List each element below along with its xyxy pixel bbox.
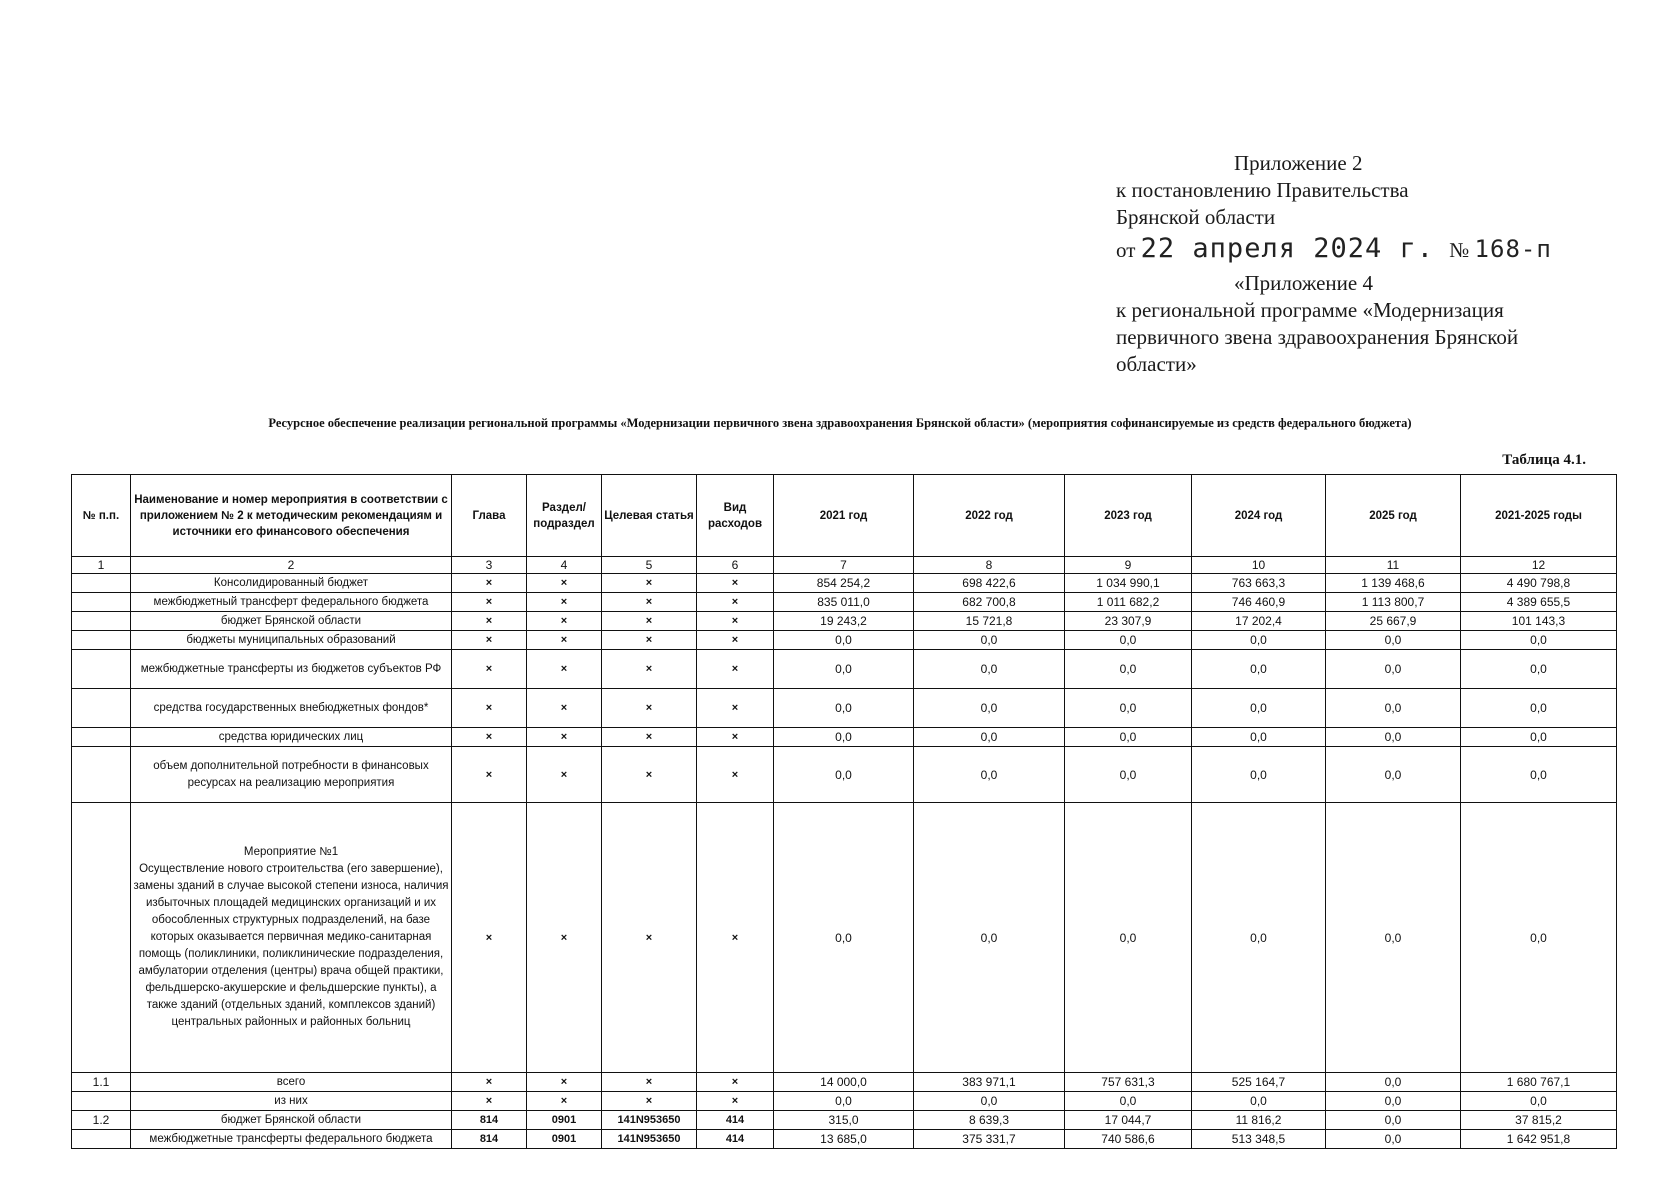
row-number-cell [72,747,131,803]
code-cell: 414 [697,1111,774,1130]
row-name-cell: Консолидированный бюджет [131,574,452,593]
amount-cell: 698 422,6 [914,574,1065,593]
column-number: 4 [527,557,602,574]
amount-cell: 0,0 [1065,747,1192,803]
column-number: 9 [1065,557,1192,574]
code-cell: × [527,631,602,650]
table-row [72,1073,1617,1092]
code-cell: × [527,803,602,1073]
code-cell: × [602,689,697,728]
amount-cell: 0,0 [774,747,914,803]
code-cell: × [602,574,697,593]
header-cell: 2022 год [914,475,1065,557]
amount-cell: 1 011 682,2 [1065,593,1192,612]
header-cell: 2023 год [1065,475,1192,557]
amount-cell: 0,0 [1065,803,1192,1073]
column-number: 12 [1461,557,1617,574]
row-number-cell [72,650,131,689]
amount-cell: 4 490 798,8 [1461,574,1617,593]
amount-cell: 0,0 [1326,728,1461,747]
amount-cell: 0,0 [1192,650,1326,689]
table-label: Таблица 4.1. [1502,452,1586,468]
row-number-cell [72,1092,131,1111]
row-number-cell: 1.2 [72,1111,131,1130]
code-cell: 814 [452,1111,527,1130]
row-name-cell: средства государственных внебюджетных фондов* [131,689,452,728]
code-cell: × [527,1073,602,1092]
column-number: 6 [697,557,774,574]
code-cell: × [697,689,774,728]
row-name-cell: бюджет Брянской области [131,1111,452,1130]
row-name-cell: межбюджетные трансферты федерального бюджета [131,1130,452,1149]
code-cell: × [697,1092,774,1111]
amount-cell: 37 815,2 [1461,1111,1617,1130]
code-cell: × [452,728,527,747]
date-value: 22 апреля 2024 г. [1140,233,1434,264]
row-number-cell [72,593,131,612]
amount-cell: 0,0 [1461,1092,1617,1111]
amount-cell: 25 667,9 [1326,612,1461,631]
row-number-cell [72,612,131,631]
amount-cell: 1 113 800,7 [1326,593,1461,612]
table-row [72,631,1617,650]
row-number-cell [72,631,131,650]
code-cell: × [452,747,527,803]
amount-cell: 682 700,8 [914,593,1065,612]
code-cell: × [527,689,602,728]
code-cell: 141N953650 [602,1111,697,1130]
amount-cell: 0,0 [1326,1130,1461,1149]
amount-cell: 0,0 [914,728,1065,747]
code-cell: × [452,574,527,593]
amount-cell: 0,0 [774,650,914,689]
header-cell: Вид расходов [697,475,774,557]
amount-cell: 0,0 [774,803,914,1073]
code-cell: × [527,728,602,747]
amount-cell: 4 389 655,5 [1461,593,1617,612]
amount-cell: 14 000,0 [774,1073,914,1092]
code-cell: × [697,631,774,650]
code-cell: 0901 [527,1130,602,1149]
code-cell: × [697,803,774,1073]
table-row [72,689,1617,728]
column-number: 7 [774,557,914,574]
amount-cell: 0,0 [914,650,1065,689]
table-row [72,803,1617,1073]
amount-cell: 0,0 [1326,650,1461,689]
code-cell: × [602,1073,697,1092]
amount-cell: 757 631,3 [1065,1073,1192,1092]
code-cell: 814 [452,1130,527,1149]
amount-cell: 0,0 [914,803,1065,1073]
amount-cell: 0,0 [1065,650,1192,689]
amount-cell: 0,0 [914,631,1065,650]
amount-cell: 0,0 [774,689,914,728]
amount-cell: 0,0 [1326,1073,1461,1092]
amount-cell: 0,0 [774,1092,914,1111]
code-cell: × [697,1073,774,1092]
code-cell: × [602,631,697,650]
amount-cell: 13 685,0 [774,1130,914,1149]
number-sign: № [1449,238,1470,262]
header-cell: 2025 год [1326,475,1461,557]
row-number-cell [72,728,131,747]
amount-cell: 0,0 [1461,689,1617,728]
amount-cell: 0,0 [1461,803,1617,1073]
code-cell: × [527,612,602,631]
code-cell: 414 [697,1130,774,1149]
header-cell: 2021 год [774,475,914,557]
amount-cell: 17 044,7 [1065,1111,1192,1130]
amount-cell: 17 202,4 [1192,612,1326,631]
amount-cell: 1 680 767,1 [1461,1073,1617,1092]
row-number-cell [72,689,131,728]
amount-cell: 23 307,9 [1065,612,1192,631]
code-cell: × [602,728,697,747]
table-row [72,574,1617,593]
row-number-cell [72,803,131,1073]
amount-cell: 0,0 [1065,689,1192,728]
code-cell: × [527,747,602,803]
code-cell: × [452,803,527,1073]
code-cell: × [527,593,602,612]
amount-cell: 0,0 [1461,747,1617,803]
code-cell: × [697,574,774,593]
amount-cell: 0,0 [1461,631,1617,650]
amount-cell: 1 139 468,6 [1326,574,1461,593]
appendix-quote-line-1: «Приложение 4 [1234,271,1373,295]
row-number-cell [72,1130,131,1149]
header-cell: Целевая статья [602,475,697,557]
amount-cell: 1 034 990,1 [1065,574,1192,593]
amount-cell: 0,0 [1192,1092,1326,1111]
amount-cell: 315,0 [774,1111,914,1130]
amount-cell: 8 639,3 [914,1111,1065,1130]
table-row [72,747,1617,803]
amount-cell: 746 460,9 [1192,593,1326,612]
amount-cell: 0,0 [1192,728,1326,747]
amount-cell: 0,0 [914,1092,1065,1111]
amount-cell: 0,0 [1192,631,1326,650]
code-cell: × [452,1073,527,1092]
column-number-row [72,557,1617,574]
amount-cell: 763 663,3 [1192,574,1326,593]
column-number: 10 [1192,557,1326,574]
number-value: 168-п [1474,235,1552,263]
amount-cell: 0,0 [914,689,1065,728]
amount-cell: 19 243,2 [774,612,914,631]
table-row [72,612,1617,631]
amount-cell: 383 971,1 [914,1073,1065,1092]
code-cell: × [452,612,527,631]
row-name-cell: межбюджетный трансферт федерального бюджета [131,593,452,612]
table-row [72,728,1617,747]
amount-cell: 1 642 951,8 [1461,1130,1617,1149]
row-name-cell: средства юридических лиц [131,728,452,747]
code-cell: × [527,650,602,689]
appendix-quote-line-2: к региональной программе «Модернизация [1116,298,1504,322]
code-cell: × [452,689,527,728]
row-name-cell: Мероприятие №1 Осуществление нового строительства (его завершение), замены зданий в случае высокой степени износа, наличия избыточных площадей медицинских организаций и их обособленных структурных подразделений, на базе которых оказывается первичная медико-санитарная помощь (поликлиники, поликлинические подразделения, амбулатории отделения (центры) врача общей практики, фельдшерско-акушерские и фельдшерские пункты), а также зданий (отдельных зданий, комплексов зданий) центральных районных и районных больниц [131,803,452,1073]
row-number-cell [72,574,131,593]
amount-cell: 375 331,7 [914,1130,1065,1149]
table-row [72,650,1617,689]
amount-cell: 11 816,2 [1192,1111,1326,1130]
code-cell: 0901 [527,1111,602,1130]
code-cell: 141N953650 [602,1130,697,1149]
amount-cell: 0,0 [1192,803,1326,1073]
amount-cell: 0,0 [1065,631,1192,650]
code-cell: × [452,631,527,650]
header-cell: Глава [452,475,527,557]
amount-cell: 740 586,6 [1065,1130,1192,1149]
row-name-cell: из них [131,1092,452,1111]
amount-cell: 0,0 [774,631,914,650]
amount-cell: 0,0 [1192,747,1326,803]
appendix-line-2: к постановлению Правительства [1116,178,1409,202]
row-name-cell: межбюджетные трансферты из бюджетов субъектов РФ [131,650,452,689]
appendix-quote-line-4: области» [1116,352,1197,376]
resource-table [71,474,1617,1149]
amount-cell: 0,0 [1065,1092,1192,1111]
code-cell: × [602,593,697,612]
code-cell: × [602,612,697,631]
column-number: 8 [914,557,1065,574]
amount-cell: 0,0 [1065,728,1192,747]
header-cell: 2024 год [1192,475,1326,557]
column-number: 1 [72,557,131,574]
amount-cell: 0,0 [1326,1092,1461,1111]
row-name-cell: всего [131,1073,452,1092]
appendix-quote-line-3: первичного звена здравоохранения Брянской [1116,325,1519,349]
amount-cell: 525 164,7 [1192,1073,1326,1092]
code-cell: × [602,650,697,689]
amount-cell: 0,0 [1461,650,1617,689]
amount-cell: 0,0 [1326,689,1461,728]
column-number: 11 [1326,557,1461,574]
appendix-date-line [1116,235,1636,264]
amount-cell: 835 011,0 [774,593,914,612]
header-row [72,475,1617,557]
appendix-line-3: Брянской области [1116,205,1276,229]
row-name-cell: объем дополнительной потребности в финансовых ресурсах на реализацию мероприятия [131,747,452,803]
code-cell: × [452,650,527,689]
document-title: Ресурсное обеспечение реализации региональной программы «Модернизации первичного звена здравоохранения Брянской области» (мероприятия софинансируемые из средств федерального бюджета) [268,416,1412,430]
column-number: 3 [452,557,527,574]
table-row [72,1111,1617,1130]
code-cell: × [527,1092,602,1111]
amount-cell: 0,0 [1326,1111,1461,1130]
column-number: 5 [602,557,697,574]
amount-cell: 101 143,3 [1461,612,1617,631]
code-cell: × [452,593,527,612]
code-cell: × [602,747,697,803]
appendix-block [1116,150,1636,378]
appendix-line-1: Приложение 2 [1234,151,1363,175]
code-cell: × [697,728,774,747]
amount-cell: 513 348,5 [1192,1130,1326,1149]
code-cell: × [452,1092,527,1111]
code-cell: × [527,574,602,593]
header-cell: Раздел/ подраздел [527,475,602,557]
code-cell: × [602,803,697,1073]
amount-cell: 0,0 [914,747,1065,803]
column-number: 2 [131,557,452,574]
row-number-cell: 1.1 [72,1073,131,1092]
amount-cell: 0,0 [1461,728,1617,747]
amount-cell: 15 721,8 [914,612,1065,631]
code-cell: × [697,593,774,612]
code-cell: × [697,747,774,803]
amount-cell: 0,0 [1326,747,1461,803]
amount-cell: 0,0 [1326,631,1461,650]
row-name-cell: бюджеты муниципальных образований [131,631,452,650]
table-row [72,1092,1617,1111]
table-row [72,593,1617,612]
amount-cell: 0,0 [1192,689,1326,728]
code-cell: × [697,612,774,631]
header-cell: Наименование и номер мероприятия в соответствии с приложением № 2 к методическим рекомендациям и источники его финансового обеспечения [131,475,452,557]
row-name-cell: бюджет Брянской области [131,612,452,631]
code-cell: × [697,650,774,689]
header-cell: № п.п. [72,475,131,557]
amount-cell: 0,0 [774,728,914,747]
table-row [72,1130,1617,1149]
code-cell: × [602,1092,697,1111]
table-body [72,574,1617,1149]
amount-cell: 0,0 [1326,803,1461,1073]
header-cell: 2021-2025 годы [1461,475,1617,557]
date-prefix: от [1116,238,1136,262]
amount-cell: 854 254,2 [774,574,914,593]
